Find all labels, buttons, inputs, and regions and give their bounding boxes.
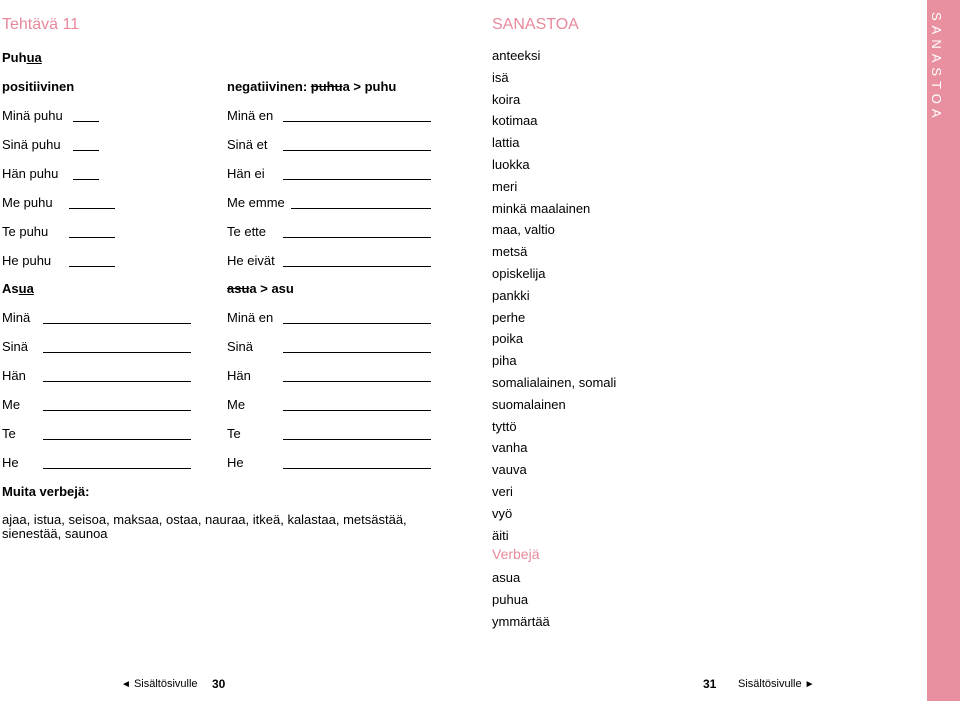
vocab-item: vanha <box>492 440 528 456</box>
negative-label <box>227 79 396 94</box>
verbs-subtitle: Verbejä <box>492 546 540 562</box>
positive-row: He puhu <box>2 253 52 268</box>
answer-blank[interactable] <box>283 150 431 151</box>
negative-row: He eivät <box>227 253 275 268</box>
vocab-item: veri <box>492 483 513 499</box>
verb-item: asua <box>492 570 521 585</box>
prev-toc-label: Sisältösivulle <box>133 678 198 690</box>
prev-toc-link[interactable] <box>121 678 198 690</box>
vocabulary-title: SANASTOA <box>492 16 579 33</box>
verb-stem: Puh <box>2 50 27 65</box>
vocab-item: perhe <box>492 309 526 325</box>
negative-prefix: negatiivinen: <box>227 79 311 94</box>
vocab-item: poika <box>492 331 524 347</box>
vocab-item: opiskelija <box>492 265 546 281</box>
verb-heading-puhua <box>2 50 42 65</box>
answer-blank[interactable] <box>73 150 99 151</box>
more-verbs-label: Muita verbejä: <box>2 484 90 499</box>
side-tab-label: SANASTOA <box>929 12 944 123</box>
vocab-item: suomalainen <box>492 396 566 412</box>
answer-blank[interactable] <box>43 410 191 411</box>
verb-heading-asua <box>2 281 34 296</box>
negative-row: Te <box>227 426 241 441</box>
answer-blank[interactable] <box>283 352 431 353</box>
negative-rest: a > asu <box>249 281 294 296</box>
answer-blank[interactable] <box>283 237 431 238</box>
vocab-item: äiti <box>492 527 509 543</box>
vocab-item: anteeksi <box>492 48 541 63</box>
positive-row: He <box>2 455 19 470</box>
negative-row: Me emme <box>227 195 285 210</box>
answer-blank[interactable] <box>283 323 431 324</box>
negative-row: He <box>227 455 244 470</box>
right-page-number: 31 <box>703 677 717 691</box>
negative-row: Sinä <box>227 339 254 354</box>
answer-blank[interactable] <box>283 121 431 122</box>
left-triangle-icon: ◄ <box>121 679 131 690</box>
vocab-item: pankki <box>492 287 530 303</box>
answer-blank[interactable] <box>283 439 431 440</box>
answer-blank[interactable] <box>43 352 191 353</box>
vocab-item: tyttö <box>492 418 517 434</box>
negative-row: Minä en <box>227 310 274 325</box>
negative-rule <box>227 281 294 296</box>
left-page-number: 30 <box>212 677 226 691</box>
positive-row: Te <box>2 426 16 441</box>
vocab-item: kotimaa <box>492 113 538 129</box>
page-title: Tehtävä 11 <box>2 16 80 33</box>
answer-blank[interactable] <box>291 208 431 209</box>
positive-row: Me puhu <box>2 195 53 210</box>
vocab-item: koira <box>492 91 521 107</box>
vocab-item: metsä <box>492 244 528 260</box>
negative-row: Hän ei <box>227 166 265 181</box>
negative-row: Hän <box>227 368 251 383</box>
answer-blank[interactable] <box>283 266 431 267</box>
next-toc-link[interactable] <box>738 678 815 690</box>
negative-strike: puhu <box>310 79 343 94</box>
vocab-item: minkä maalainen <box>492 200 591 216</box>
more-verbs-line: ajaa, istua, seisoa, maksaa, ostaa, nauraa, itkeä, kalastaa, metsästää, <box>2 512 407 527</box>
positive-row: Minä puhu <box>2 108 63 123</box>
verb-ending: ua <box>18 281 34 296</box>
answer-blank[interactable] <box>283 381 431 382</box>
positive-row: Te puhu <box>2 224 49 239</box>
positive-row: Minä <box>2 310 31 325</box>
verb-item: puhua <box>492 591 529 607</box>
vocab-item: piha <box>492 353 517 369</box>
answer-blank[interactable] <box>69 237 115 238</box>
vocab-item: vauva <box>492 462 527 478</box>
verb-ending: ua <box>26 50 42 65</box>
positive-row: Hän puhu <box>2 166 59 181</box>
negative-strike: asu <box>227 281 250 296</box>
answer-blank[interactable] <box>283 179 431 180</box>
vocab-item: isä <box>492 69 509 85</box>
vocab-item: luokka <box>492 156 530 172</box>
negative-row: Me <box>227 397 246 412</box>
next-toc-label: Sisältösivulle <box>738 678 802 690</box>
verb-stem: As <box>2 281 19 296</box>
positive-row: Hän <box>2 368 26 383</box>
answer-blank[interactable] <box>283 468 431 469</box>
negative-rest: a > puhu <box>342 79 397 94</box>
positive-label: positiivinen <box>2 79 75 94</box>
positive-row: Sinä <box>2 339 29 354</box>
vocab-item: lattia <box>492 135 520 151</box>
vocab-item: maa, valtio <box>492 222 555 238</box>
more-verbs-line: sienestää, saunoa <box>2 526 108 541</box>
right-triangle-icon: ► <box>804 679 815 690</box>
answer-blank[interactable] <box>69 266 115 267</box>
verbs-list <box>492 569 550 634</box>
negative-row: Te ette <box>227 224 267 239</box>
answer-blank[interactable] <box>43 468 191 469</box>
positive-row: Me <box>2 397 21 412</box>
answer-blank[interactable] <box>283 410 431 411</box>
answer-blank[interactable] <box>43 323 191 324</box>
answer-blank[interactable] <box>69 208 115 209</box>
negative-row: Minä en <box>227 108 274 123</box>
verb-item: ymmärtää <box>492 613 550 629</box>
vocab-item: vyö <box>492 505 513 521</box>
vocab-item: meri <box>492 178 518 194</box>
answer-blank[interactable] <box>43 381 191 382</box>
positive-row: Sinä puhu <box>2 137 61 152</box>
vocabulary-list <box>492 47 616 548</box>
answer-blank[interactable] <box>43 439 191 440</box>
negative-row: Sinä et <box>227 137 268 152</box>
vocab-item: somalialainen, somali <box>492 374 617 390</box>
answer-blank[interactable] <box>73 179 99 180</box>
answer-blank[interactable] <box>73 121 99 122</box>
